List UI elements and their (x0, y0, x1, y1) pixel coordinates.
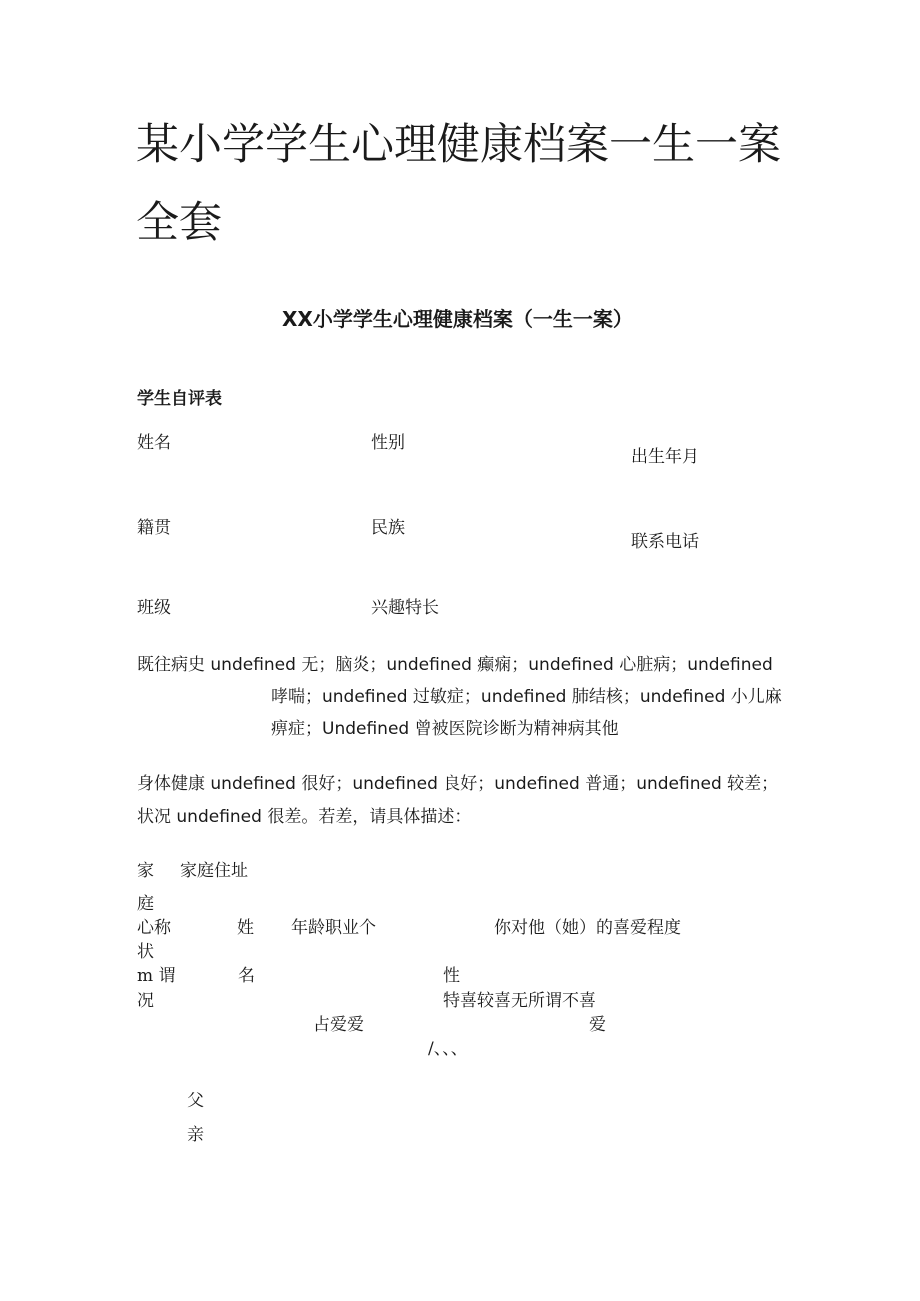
doc-title-line1: 某小学学生心理健康档案一生一案 (136, 120, 781, 170)
family-col1-1: 庭 (137, 894, 154, 914)
family-address-label: 家庭住址 (180, 861, 248, 881)
family-age-job: 年龄职业个 (291, 918, 376, 938)
field-hobbies-label: 兴趣特长 (371, 598, 439, 618)
field-birth-label: 出生年月 (631, 447, 699, 467)
family-xing-ge: 性 (443, 966, 460, 986)
field-gender-label: 性别 (371, 433, 405, 453)
family-zhan-ai-ai: 占爱爱 (313, 1015, 364, 1035)
family-marks: /、、、 (428, 1039, 468, 1059)
family-col1-4: m 谓 (137, 966, 176, 986)
family-like-degree: 你对他（她）的喜爱程度 (494, 918, 681, 938)
family-ai: 爱 (589, 1015, 606, 1035)
family-xing-top: 姓 (237, 918, 254, 938)
family-like-options: 特喜较喜无所谓不喜 (443, 991, 596, 1011)
health-line1: 身体健康 undefined 很好；undefined 良好；undefined 普通；undefined 较差； (137, 774, 779, 794)
family-xing-bottom: 名 (238, 966, 255, 986)
doc-title-line2: 全套 (136, 198, 222, 248)
field-phone-label: 联系电话 (631, 532, 699, 552)
family-col1-5: 况 (137, 991, 154, 1011)
doc-subtitle: XX小学学生心理健康档案（一生一案） (282, 307, 633, 331)
family-col1-3: 状 (137, 942, 154, 962)
father-label-top: 父 (187, 1091, 204, 1111)
section-title: 学生自评表 (137, 389, 222, 409)
field-name-label: 姓名 (137, 433, 171, 453)
medical-history-line3: 痹症；Undefined 曾被医院诊断为精神病其他 (271, 719, 619, 739)
health-line2: 状况 undefined 很差。若差，请具体描述： (137, 807, 472, 827)
medical-history-line1: 既往病史 undefined 无；脑炎；undefined 癫痫；undefined 心脏病；undefined (137, 655, 773, 675)
medical-history-line2: 哮喘；undefined 过敏症；undefined 肺结核；undefined 小儿麻 (271, 687, 782, 707)
family-col1-0: 家 (137, 861, 154, 881)
field-class-label: 班级 (137, 598, 171, 618)
field-native-place-label: 籍贯 (137, 518, 171, 538)
father-label-bottom: 亲 (187, 1125, 204, 1145)
field-ethnicity-label: 民族 (371, 518, 405, 538)
family-col1-2: 心称 (137, 918, 171, 938)
